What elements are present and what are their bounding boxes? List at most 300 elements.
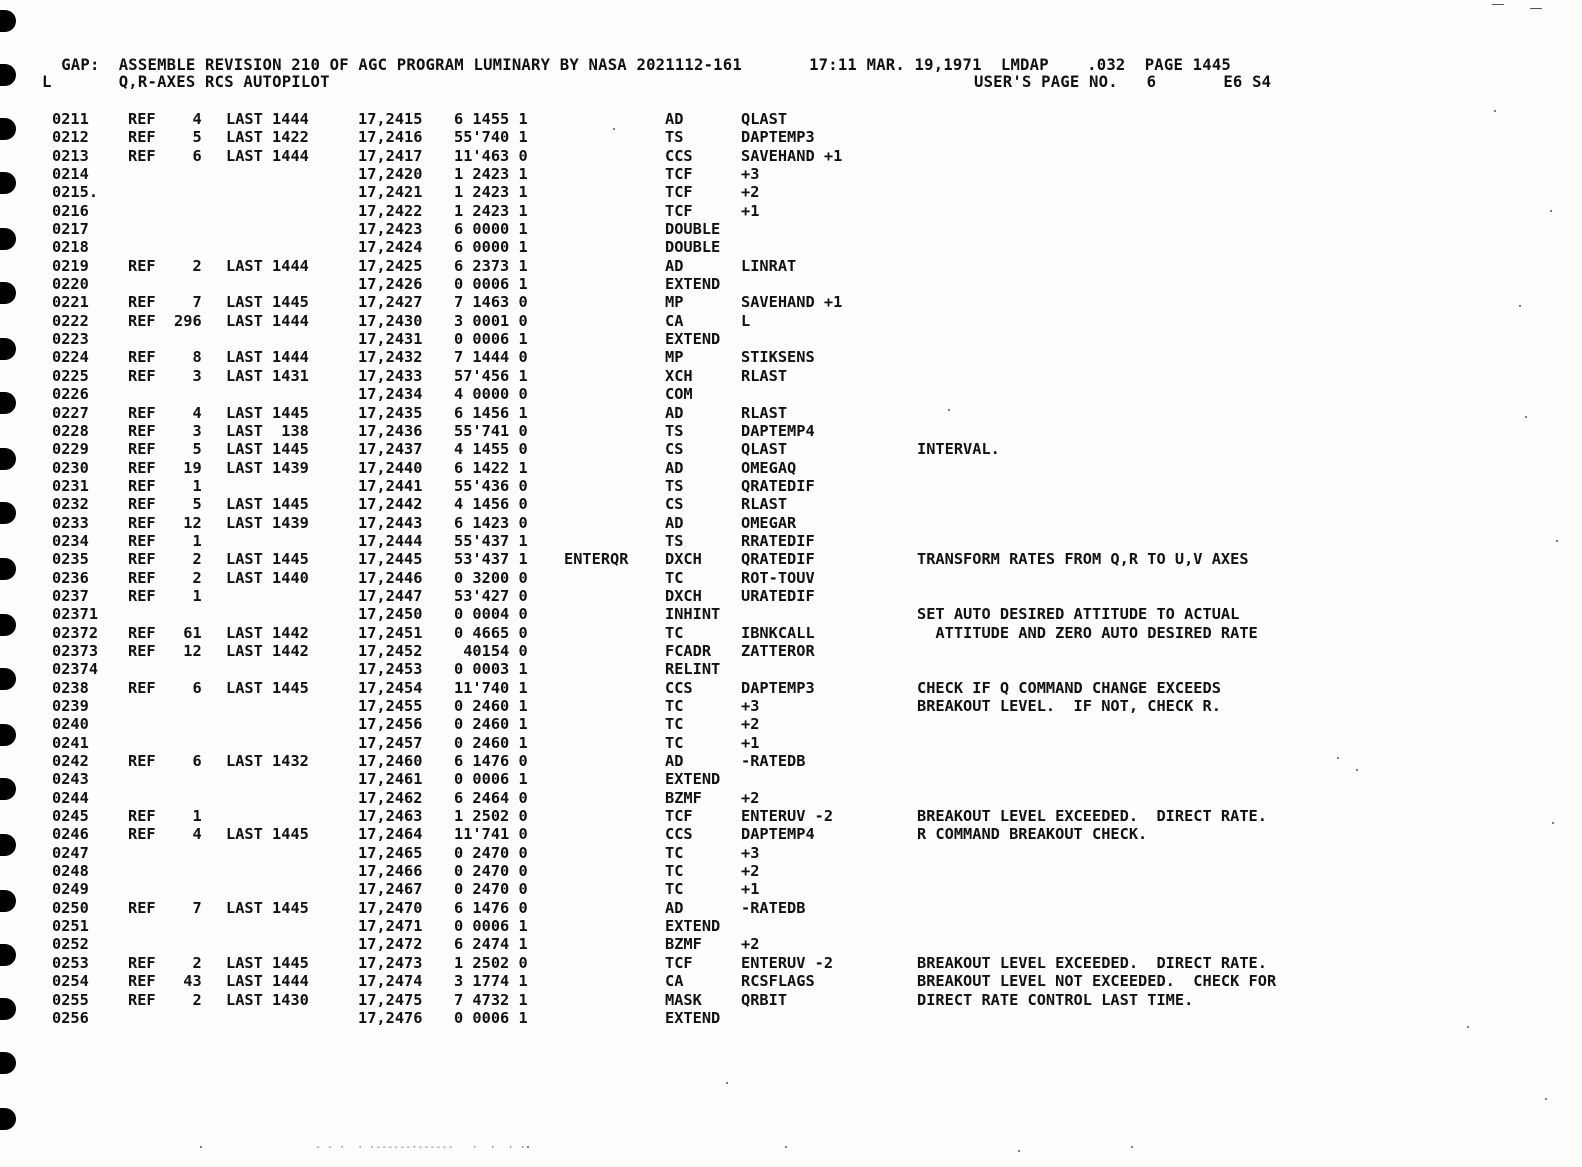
ref-count: REF 19 xyxy=(128,458,202,477)
opcode: EXTEND xyxy=(665,1008,721,1027)
ref-count: REF 2 xyxy=(128,550,202,569)
listing-row xyxy=(52,312,1552,330)
ref-count: REF 7 xyxy=(128,898,202,917)
comment: BREAKOUT LEVEL EXCEEDED. DIRECT RATE. xyxy=(917,807,1267,826)
opcode: TCF xyxy=(665,165,693,184)
opcode: TC xyxy=(665,862,684,881)
opcode: AD xyxy=(665,898,684,917)
operand: SAVEHAND +1 xyxy=(741,293,843,312)
octal-word: 0 4665 0 xyxy=(454,623,528,642)
opcode: AD xyxy=(665,110,684,128)
octal-word: 53'427 0 xyxy=(454,586,528,605)
last-ref-page: LAST 1445 xyxy=(226,440,309,459)
address: 17,2426 xyxy=(358,275,423,294)
ref-count: REF 7 xyxy=(128,293,202,312)
octal-word: 0 0004 0 xyxy=(454,605,528,624)
line-number: 0226 xyxy=(52,385,89,404)
comment: CHECK IF Q COMMAND CHANGE EXCEEDS xyxy=(917,678,1221,697)
line-number: 0211 xyxy=(52,110,89,128)
operand: RRATEDIF xyxy=(741,531,815,550)
opcode: MP xyxy=(665,293,684,312)
listing-row xyxy=(52,385,1552,403)
address: 17,2424 xyxy=(358,238,423,257)
operand: RLAST xyxy=(741,366,788,385)
operand: ZATTEROR xyxy=(741,641,815,660)
address: 17,2415 xyxy=(358,110,423,128)
ref-count: REF 8 xyxy=(128,348,202,367)
opcode: AD xyxy=(665,458,684,477)
operand: RLAST xyxy=(741,403,788,422)
address: 17,2452 xyxy=(358,641,423,660)
octal-word: 57'456 1 xyxy=(454,366,528,385)
feed-hole xyxy=(0,1108,16,1130)
listing-row xyxy=(52,605,1552,623)
line-number: 0230 xyxy=(52,458,89,477)
octal-word: 55'740 1 xyxy=(454,128,528,147)
address: 17,2422 xyxy=(358,201,423,220)
address: 17,2453 xyxy=(358,660,423,679)
operand: +3 xyxy=(741,843,760,862)
comment: DIRECT RATE CONTROL LAST TIME. xyxy=(917,990,1194,1009)
address: 17,2442 xyxy=(358,495,423,514)
feed-hole xyxy=(0,172,16,194)
opcode: TS xyxy=(665,531,684,550)
octal-word: 55'437 1 xyxy=(454,531,528,550)
listing-row xyxy=(52,862,1552,880)
address: 17,2440 xyxy=(358,458,423,477)
last-ref-page: LAST 1445 xyxy=(226,495,309,514)
operand: IBNKCALL xyxy=(741,623,815,642)
listing-row xyxy=(52,660,1552,678)
last-ref-page: LAST 1444 xyxy=(226,348,309,367)
octal-word: 0 2470 0 xyxy=(454,862,528,881)
ref-count: REF 12 xyxy=(128,513,202,532)
section-title: Q,R-AXES RCS AUTOPILOT xyxy=(118,73,330,91)
feed-hole xyxy=(0,64,16,86)
listing-row xyxy=(52,679,1552,697)
opcode: TC xyxy=(665,880,684,899)
ref-count: REF 1 xyxy=(128,807,202,826)
address: 17,2423 xyxy=(358,220,423,239)
address: 17,2437 xyxy=(358,440,423,459)
octal-word: 0 2460 1 xyxy=(454,715,528,734)
address: 17,2420 xyxy=(358,165,423,184)
last-ref-page: LAST 1439 xyxy=(226,513,309,532)
address: 17,2431 xyxy=(358,330,423,349)
opcode: EXTEND xyxy=(665,770,721,789)
listing-row xyxy=(52,899,1552,917)
ref-count: REF 2 xyxy=(128,568,202,587)
feed-hole xyxy=(0,228,16,250)
listing-row xyxy=(52,917,1552,935)
comment: ATTITUDE AND ZERO AUTO DESIRED RATE xyxy=(917,623,1258,642)
line-number: 0241 xyxy=(52,733,89,752)
feed-hole xyxy=(0,558,16,580)
listing-row xyxy=(52,440,1552,458)
comment: BREAKOUT LEVEL EXCEEDED. DIRECT RATE. xyxy=(917,953,1267,972)
listing-row xyxy=(52,495,1552,513)
operand: ENTERUV -2 xyxy=(741,953,834,972)
octal-word: 0 0006 1 xyxy=(454,330,528,349)
octal-word: 0 3200 0 xyxy=(454,568,528,587)
listing-row xyxy=(52,587,1552,605)
feed-hole xyxy=(0,998,16,1020)
opcode: AD xyxy=(665,752,684,771)
listing-row xyxy=(52,954,1552,972)
line-number: 0220 xyxy=(52,275,89,294)
operand: SAVEHAND +1 xyxy=(741,146,843,165)
header-datetime: 17:11 MAR. 19,1971 xyxy=(809,56,982,74)
ref-count: REF 2 xyxy=(128,953,202,972)
opcode: EXTEND xyxy=(665,330,721,349)
line-number: 0229 xyxy=(52,440,89,459)
opcode: TC xyxy=(665,733,684,752)
address: 17,2421 xyxy=(358,183,423,202)
listing-row xyxy=(52,128,1552,146)
address: 17,2476 xyxy=(358,1008,423,1027)
octal-word: 6 1455 1 xyxy=(454,110,528,128)
ref-count: REF 1 xyxy=(128,531,202,550)
opcode: AD xyxy=(665,513,684,532)
last-ref-page: LAST 1432 xyxy=(226,752,309,771)
listing-row xyxy=(52,569,1552,587)
octal-word: 6 1476 0 xyxy=(454,898,528,917)
listing-row xyxy=(52,770,1552,788)
opcode: TC xyxy=(665,843,684,862)
last-ref-page: LAST 1430 xyxy=(226,990,309,1009)
operand: OMEGAQ xyxy=(741,458,797,477)
listing-row xyxy=(52,844,1552,862)
operand: DAPTEMP4 xyxy=(741,421,815,440)
line-number: 0213 xyxy=(52,146,89,165)
last-ref-page: LAST 1442 xyxy=(226,623,309,642)
operand: DAPTEMP3 xyxy=(741,678,815,697)
listing-row xyxy=(52,550,1552,568)
opcode: CS xyxy=(665,495,684,514)
feed-hole xyxy=(0,10,16,32)
line-number: 0214 xyxy=(52,165,89,184)
octal-word: 7 1463 0 xyxy=(454,293,528,312)
line-number: 02372 xyxy=(52,623,99,642)
last-ref-page: LAST 1442 xyxy=(226,641,309,660)
octal-word: 6 1423 0 xyxy=(454,513,528,532)
feed-hole xyxy=(0,392,16,414)
opcode: MP xyxy=(665,348,684,367)
listing-row xyxy=(52,459,1552,477)
opcode: DOUBLE xyxy=(665,220,721,239)
operand: LINRAT xyxy=(741,256,797,275)
line-number: 0247 xyxy=(52,843,89,862)
operand: URATEDIF xyxy=(741,586,815,605)
octal-word: 1 2423 1 xyxy=(454,165,528,184)
opcode: EXTEND xyxy=(665,917,721,936)
ref-count: REF 61 xyxy=(128,623,202,642)
feed-hole xyxy=(0,448,16,470)
address: 17,2443 xyxy=(358,513,423,532)
octal-word: 40154 0 xyxy=(454,641,528,660)
address: 17,2416 xyxy=(358,128,423,147)
octal-word: 11'740 1 xyxy=(454,678,528,697)
line-number: 0242 xyxy=(52,752,89,771)
octal-word: 7 4732 1 xyxy=(454,990,528,1009)
operand: +2 xyxy=(741,715,760,734)
opcode: CCS xyxy=(665,146,693,165)
ref-count: REF 4 xyxy=(128,110,202,128)
address: 17,2456 xyxy=(358,715,423,734)
listing-row xyxy=(52,825,1552,843)
opcode: BZMF xyxy=(665,935,702,954)
last-ref-page: LAST 1445 xyxy=(226,678,309,697)
listing-row xyxy=(52,624,1552,642)
feed-hole xyxy=(0,1052,16,1074)
octal-word: 0 0006 1 xyxy=(454,275,528,294)
octal-word: 6 1422 1 xyxy=(454,458,528,477)
ref-count: REF 6 xyxy=(128,146,202,165)
octal-word: 6 2464 0 xyxy=(454,788,528,807)
octal-word: 6 0000 1 xyxy=(454,238,528,257)
line-number: 02371 xyxy=(52,605,99,624)
scan-artifact-dashes: - - · · ·------·------ · · · · xyxy=(315,1142,526,1153)
octal-word: 1 2502 0 xyxy=(454,807,528,826)
address: 17,2433 xyxy=(358,366,423,385)
octal-word: 11'463 0 xyxy=(454,146,528,165)
comment: TRANSFORM RATES FROM Q,R TO U,V AXES xyxy=(917,550,1249,569)
listing-row xyxy=(52,330,1552,348)
opcode: EXTEND xyxy=(665,275,721,294)
listing-row xyxy=(52,422,1552,440)
opcode: FCADR xyxy=(665,641,712,660)
header-module: LMDAP xyxy=(1000,56,1049,74)
header-assembly-title: GAP: ASSEMBLE REVISION 210 OF AGC PROGRAM LUMINARY BY NASA 2021112-161 xyxy=(61,56,742,74)
line-number: 0250 xyxy=(52,898,89,917)
line-number: 0221 xyxy=(52,293,89,312)
octal-word: 3 1774 1 xyxy=(454,972,528,991)
line-number: 0231 xyxy=(52,476,89,495)
operand: STIKSENS xyxy=(741,348,815,367)
listing-row xyxy=(52,880,1552,898)
ref-count: REF 4 xyxy=(128,403,202,422)
ref-count: REF 3 xyxy=(128,421,202,440)
ref-count: REF 2 xyxy=(128,990,202,1009)
operand: +3 xyxy=(741,165,760,184)
line-number: 0239 xyxy=(52,697,89,715)
octal-word: 0 2460 1 xyxy=(454,733,528,752)
octal-word: 6 2474 1 xyxy=(454,935,528,954)
listing-row xyxy=(52,257,1552,275)
type-code: L xyxy=(42,73,52,91)
octal-word: 53'437 1 xyxy=(454,550,528,569)
listing-row xyxy=(52,991,1552,1009)
address: 17,2457 xyxy=(358,733,423,752)
line-number: 0218 xyxy=(52,238,89,257)
line-number: 0238 xyxy=(52,678,89,697)
listing-row xyxy=(52,532,1552,550)
ref-count: REF 6 xyxy=(128,752,202,771)
opcode: CA xyxy=(665,972,684,991)
octal-word: 6 0000 1 xyxy=(454,220,528,239)
line-number: 0224 xyxy=(52,348,89,367)
header-ratio: .032 xyxy=(1087,56,1126,74)
address: 17,2462 xyxy=(358,788,423,807)
octal-word: 7 1444 0 xyxy=(454,348,528,367)
address: 17,2430 xyxy=(358,311,423,330)
last-ref-page: LAST 1445 xyxy=(226,898,309,917)
line-number: 0225 xyxy=(52,366,89,385)
opcode: BZMF xyxy=(665,788,702,807)
ref-count: REF 5 xyxy=(128,440,202,459)
listing-row xyxy=(52,147,1552,165)
address: 17,2474 xyxy=(358,972,423,991)
listing-row xyxy=(52,293,1552,311)
line-number: 0256 xyxy=(52,1008,89,1027)
opcode: CA xyxy=(665,311,684,330)
ref-count: REF 4 xyxy=(128,825,202,844)
octal-word: 1 2502 0 xyxy=(454,953,528,972)
ref-count: REF 5 xyxy=(128,128,202,147)
listing-row xyxy=(52,110,1552,128)
comment: BREAKOUT LEVEL. IF NOT, CHECK R. xyxy=(917,697,1221,715)
address: 17,2451 xyxy=(358,623,423,642)
address: 17,2425 xyxy=(358,256,423,275)
listing-row xyxy=(52,935,1552,953)
address: 17,2450 xyxy=(358,605,423,624)
feed-hole xyxy=(0,834,16,856)
octal-word: 0 0006 1 xyxy=(454,1008,528,1027)
code-label: ENTERQR xyxy=(564,550,629,569)
last-ref-page: LAST 1440 xyxy=(226,568,309,587)
address: 17,2434 xyxy=(358,385,423,404)
operand: +1 xyxy=(741,201,760,220)
last-ref-page: LAST 1431 xyxy=(226,366,309,385)
operand: QLAST xyxy=(741,440,788,459)
line-number: 0246 xyxy=(52,825,89,844)
line-number: 0236 xyxy=(52,568,89,587)
address: 17,2441 xyxy=(358,476,423,495)
address: 17,2445 xyxy=(358,550,423,569)
opcode: TC xyxy=(665,568,684,587)
opcode: CCS xyxy=(665,825,693,844)
last-ref-page: LAST 1444 xyxy=(226,311,309,330)
opcode: CCS xyxy=(665,678,693,697)
octal-word: 1 2423 1 xyxy=(454,201,528,220)
operand: L xyxy=(741,311,751,330)
operand: QRATEDIF xyxy=(741,550,815,569)
opcode: COM xyxy=(665,385,693,404)
octal-word: 4 1455 0 xyxy=(454,440,528,459)
listing-row xyxy=(52,367,1552,385)
operand: +2 xyxy=(741,862,760,881)
last-ref-page: LAST 1444 xyxy=(226,256,309,275)
last-ref-page: LAST 1445 xyxy=(226,293,309,312)
operand: +1 xyxy=(741,733,760,752)
line-number: 0227 xyxy=(52,403,89,422)
line-number: 0212 xyxy=(52,128,89,147)
operand: DAPTEMP4 xyxy=(741,825,815,844)
address: 17,2427 xyxy=(358,293,423,312)
octal-word: 0 0006 1 xyxy=(454,917,528,936)
listing-row xyxy=(52,275,1552,293)
feed-hole xyxy=(0,778,16,800)
operand: ENTERUV -2 xyxy=(741,807,834,826)
listing-row xyxy=(52,514,1552,532)
opcode: AD xyxy=(665,403,684,422)
opcode: RELINT xyxy=(665,660,721,679)
line-number: 0251 xyxy=(52,917,89,936)
listing-row xyxy=(52,697,1552,715)
line-number: 0237 xyxy=(52,586,89,605)
listing-row xyxy=(52,220,1552,238)
ref-count: REF 2 xyxy=(128,256,202,275)
address: 17,2464 xyxy=(358,825,423,844)
opcode: TCF xyxy=(665,183,693,202)
line-number: 0217 xyxy=(52,220,89,239)
feed-hole xyxy=(0,614,16,636)
operand: +2 xyxy=(741,788,760,807)
comment: SET AUTO DESIRED ATTITUDE TO ACTUAL xyxy=(917,605,1240,624)
address: 17,2467 xyxy=(358,880,423,899)
header-page-number: PAGE 1445 xyxy=(1144,56,1232,74)
listing-header xyxy=(42,38,1231,74)
line-number: 0244 xyxy=(52,788,89,807)
opcode: AD xyxy=(665,256,684,275)
address: 17,2466 xyxy=(358,862,423,881)
ref-count: REF 43 xyxy=(128,972,202,991)
octal-word: 0 2470 0 xyxy=(454,843,528,862)
comment: BREAKOUT LEVEL NOT EXCEEDED. CHECK FOR xyxy=(917,972,1277,991)
address: 17,2475 xyxy=(358,990,423,1009)
feed-hole xyxy=(0,668,16,690)
octal-word: 0 0003 1 xyxy=(454,660,528,679)
octal-word: 1 2423 1 xyxy=(454,183,528,202)
last-ref-page: LAST 1444 xyxy=(226,110,309,128)
listing-row xyxy=(52,348,1552,366)
listing-row xyxy=(52,752,1552,770)
opcode: DXCH xyxy=(665,586,702,605)
listing-row xyxy=(52,238,1552,256)
feed-hole xyxy=(0,502,16,524)
last-ref-page: LAST 1444 xyxy=(226,146,309,165)
address: 17,2455 xyxy=(358,697,423,715)
operand: QLAST xyxy=(741,110,788,128)
line-number: 0219 xyxy=(52,256,89,275)
octal-word: 55'741 0 xyxy=(454,421,528,440)
operand: RLAST xyxy=(741,495,788,514)
line-number: 0254 xyxy=(52,972,89,991)
address: 17,2417 xyxy=(358,146,423,165)
listing-row xyxy=(52,202,1552,220)
octal-word: 0 2470 0 xyxy=(454,880,528,899)
octal-word: 0 0006 1 xyxy=(454,770,528,789)
address: 17,2470 xyxy=(358,898,423,917)
last-ref-page: LAST 1445 xyxy=(226,953,309,972)
opcode: TCF xyxy=(665,807,693,826)
operand: -RATEDB xyxy=(741,898,806,917)
listing-row xyxy=(52,715,1552,733)
operand: +3 xyxy=(741,697,760,715)
octal-word: 3 0001 0 xyxy=(454,311,528,330)
address: 17,2435 xyxy=(358,403,423,422)
line-number: 0255 xyxy=(52,990,89,1009)
address: 17,2460 xyxy=(358,752,423,771)
line-number: 0233 xyxy=(52,513,89,532)
operand: -RATEDB xyxy=(741,752,806,771)
opcode: TC xyxy=(665,623,684,642)
ref-count: REF 5 xyxy=(128,495,202,514)
address: 17,2454 xyxy=(358,678,423,697)
listing-row xyxy=(52,1009,1552,1027)
listing-row xyxy=(52,183,1552,201)
address: 17,2446 xyxy=(358,568,423,587)
